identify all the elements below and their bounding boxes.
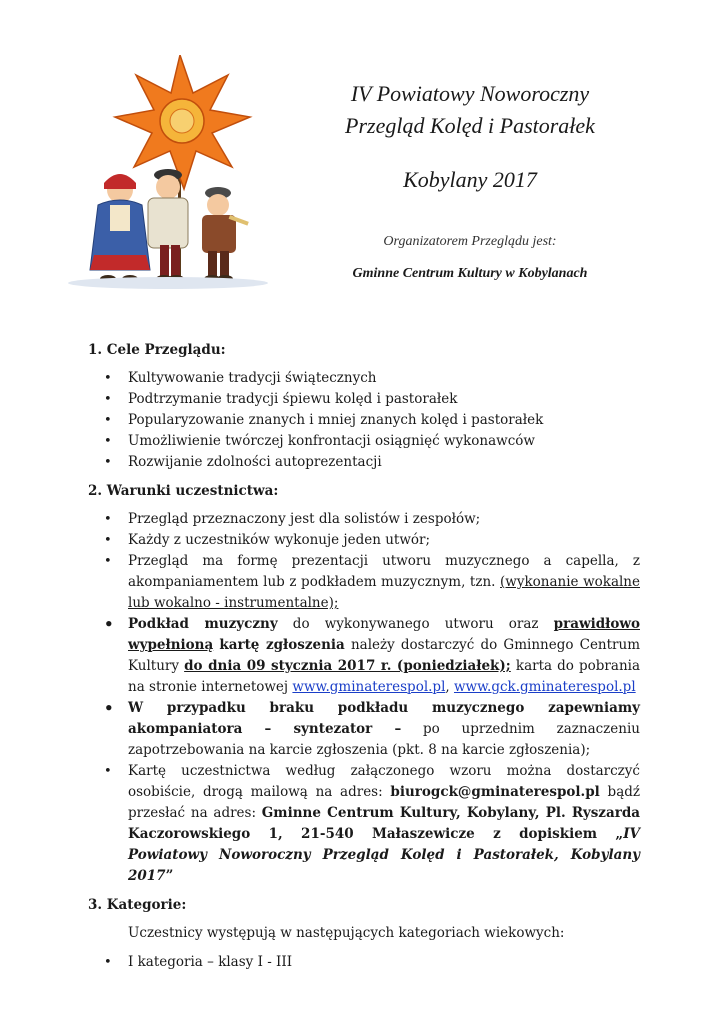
section-heading-goals: 1. Cele Przeglądu: xyxy=(88,342,226,358)
title-line-1: IV Powiatowy Noworoczny xyxy=(350,81,590,106)
list-item: • Przegląd przeznaczony jest dla solistów i zespołów; xyxy=(104,509,640,530)
email-address: biurogck@gminaterespol.pl xyxy=(390,784,600,800)
item-bold-text: kartę zgłoszenia xyxy=(219,637,345,653)
organizer-label: Organizatorem Przeglądu jest: xyxy=(383,234,557,249)
carolers-with-star-icon xyxy=(60,55,275,290)
item-bold-text: W przypadku braku podkładu muzycznego zapewniamy akompaniatora – syntezator – xyxy=(128,700,640,737)
title-year: Kobylany 2017 xyxy=(403,167,537,192)
postal-address: Gminne Centrum Kultury, Kobylany, Pl. Ryszarda Kaczorowskiego 1, 21-540 Małaszewicze z dopiskiem „ xyxy=(128,805,641,842)
list-item: • I kategoria – klasy I - III xyxy=(104,952,640,973)
item-text: należy dostarczyć do Gminnego Centrum Kultury xyxy=(128,637,641,674)
title-block xyxy=(300,78,640,196)
website-link-gmina[interactable]: www.gminaterespol.pl xyxy=(292,679,446,695)
deadline-text: do dnia 09 stycznia 2017 r. (poniedziałek); xyxy=(184,658,511,674)
categories-intro: Uczestnicy występują w następujących kategoriach wiekowych: xyxy=(128,925,565,941)
item-text: do wykonywanego utworu oraz xyxy=(277,616,554,632)
goals-list xyxy=(88,368,640,473)
quoted-annotation: IV Powiatowy Noworoczny Przegląd Kolęd i Pastorałek, Kobylany 2017 xyxy=(128,826,640,884)
item-text: bądź przesłać na adres: xyxy=(128,784,640,821)
document-body xyxy=(88,342,640,983)
item-bold-text: Podkład muzyczny xyxy=(128,616,278,632)
closing-quote: ” xyxy=(165,868,174,884)
categories-list xyxy=(88,952,640,973)
list-item: • Rozwijanie zdolności autoprezentacji xyxy=(104,452,640,473)
item-text: Przegląd ma formę prezentacji utworu muzycznego a capella, z akompaniamentem lub z podkładem muzycznym, tzn. xyxy=(128,553,640,590)
link-separator: , xyxy=(445,679,454,695)
item-text: karta do pobrania na stronie internetowej xyxy=(128,658,640,695)
section-heading-conditions: 2. Warunki uczestnictwa: xyxy=(88,483,279,499)
list-item: • Popularyzowanie znanych i mniej znanych kolęd i pastorałek xyxy=(104,410,640,431)
list-item: • Każdy z uczestników wykonuje jeden utwór; xyxy=(104,530,640,551)
website-link-gck[interactable]: www.gck.gminaterespol.pl xyxy=(453,679,636,695)
list-item: • Kultywowanie tradycji świątecznych xyxy=(104,368,640,389)
list-item: • Podtrzymanie tradycji śpiewu kolęd i pastorałek xyxy=(104,389,640,410)
item-bold-underlined-text: prawidłowo wypełnioną xyxy=(128,616,640,653)
conditions-list xyxy=(88,509,640,887)
list-item xyxy=(104,614,640,698)
list-item xyxy=(104,761,640,887)
item-underlined-text: (wykonanie wokalne lub wokalno - instrumentalne); xyxy=(128,574,640,611)
section-heading-categories: 3. Kategorie: xyxy=(88,897,187,913)
list-item: • Umożliwienie twórczej konfrontacji osiągnięć wykonawców xyxy=(104,431,640,452)
title-line-2: Przegląd Kolęd i Pastorałek xyxy=(345,113,595,138)
organizer-name: Gminne Centrum Kultury w Kobylanach xyxy=(352,266,588,281)
list-item xyxy=(104,551,640,614)
item-text: Kartę uczestnictwa według załączonego wzoru można dostarczyć osobiście, drogą mailową na adres: xyxy=(128,763,640,800)
item-text: po uprzednim zaznaczeniu zapotrzebowania na karcie zgłoszenia (pkt. 8 na karcie zgłoszenia); xyxy=(128,721,640,758)
list-item xyxy=(104,698,640,761)
